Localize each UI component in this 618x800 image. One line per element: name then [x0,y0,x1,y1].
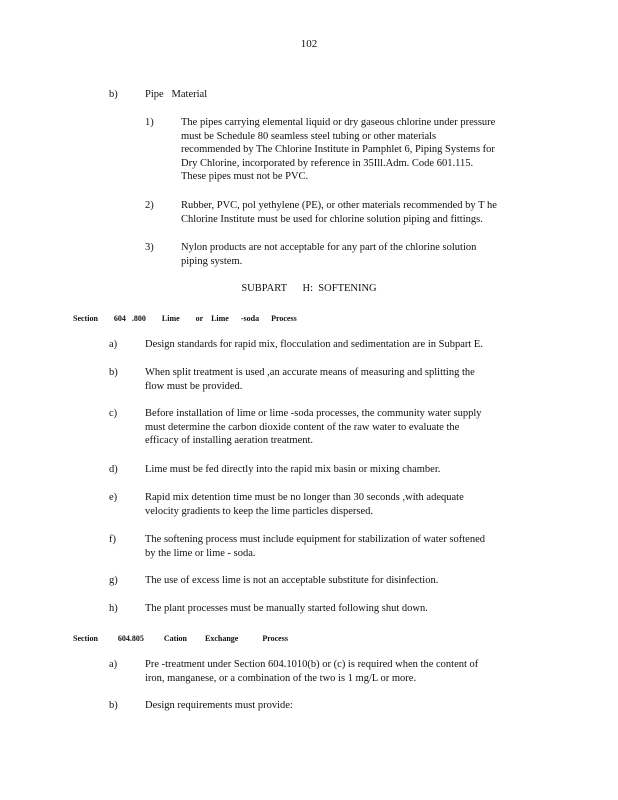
text-line: Dry Chlorine, incorporated by reference in 35Ill.Adm. Code 601.115. [181,157,474,169]
list-item-text [181,241,539,268]
text-line: The use of excess lime is not an acceptable substitute for disinfection. [145,575,439,586]
text-line: Before installation of lime or lime -soda processes, the community water supply [145,408,482,419]
section-heading-lime: Section 604 .800 Lime or Lime -soda Process [73,314,297,323]
text-line: The softening process must include equipment for stabilization of water softened [145,534,485,545]
list-item-text [145,463,539,477]
page-number: 102 [300,38,318,50]
text-line: by the lime or lime - soda. [145,547,256,559]
text-line: piping system. [181,255,243,267]
text-line: Chlorine Institute must be used for chlorine solution piping and fittings. [181,213,483,225]
text-line: The plant processes must be manually started following shut down. [145,603,428,614]
text-line: recommended by The Chlorine Institute in Pamphlet 6, Piping Systems for [181,144,495,155]
list-item-text [145,338,539,352]
text-line: Lime must be fed directly into the rapid mix basin or mixing chamber. [145,464,441,475]
text-line: Pre -treatment under Section 604.1010(b) or (c) is required when the content of [145,659,479,670]
list-item-marker: 1) [145,117,154,128]
subpart-title: SUBPART H: SOFTENING [241,283,377,294]
list-item-marker: a) [109,339,118,350]
list-item-marker: b) [109,367,118,378]
list-item-marker: b) [109,700,118,711]
text-line: These pipes must not be PVC. [181,171,309,182]
list-item-marker: h) [109,603,118,614]
list-item-text [145,602,539,616]
text-line: Nylon products are not acceptable for any part of the chlorine solution [181,242,477,253]
list-item-text [145,699,539,713]
pipe-material-marker: b) [109,89,118,100]
text-line: Design standards for rapid mix, flocculation and sedimentation are in Subpart E. [145,339,483,350]
list-item-text [181,116,539,184]
list-item-marker: a) [109,659,118,670]
text-line: flow must be provided. [145,380,243,392]
text-line: When split treatment is used ,an accurate means of measuring and splitting the [145,367,475,378]
text-line: Rubber, PVC, pol yethylene (PE), or other materials recommended by T he [181,200,497,211]
list-item-text [145,574,539,588]
list-item-marker: d) [109,464,118,475]
text-line: Rapid mix detention time must be no longer than 30 seconds ,with adequate [145,492,464,503]
list-item-marker: 2) [145,200,154,211]
text-line: must determine the carbon dioxide content of the raw water to evaluate the [145,421,460,433]
list-item-marker: g) [109,575,118,586]
text-line: velocity gradients to keep the lime particles dispersed. [145,505,374,517]
text-line: must be Schedule 80 seamless steel tubing or other materials [181,130,437,142]
list-item-text [145,658,539,685]
pipe-material-heading: Pipe Material [145,89,208,100]
text-line: efficacy of installing aeration treatment. [145,435,314,446]
list-item-marker: e) [109,492,118,503]
section-heading-cation: Section 604.805 Cation Exchange Process [73,634,288,643]
list-item-text [145,533,539,560]
list-item-text [145,491,539,518]
list-item-text [145,366,539,393]
list-item-marker: f) [109,534,116,545]
text-line: The pipes carrying elemental liquid or dry gaseous chlorine under pressure [181,117,496,128]
list-item-text [145,407,539,448]
list-item-text [181,199,539,226]
list-item-marker: c) [109,408,118,419]
text-line: iron, manganese, or a combination of the two is 1 mg/L or more. [145,672,417,684]
text-line: Design requirements must provide: [145,700,293,711]
list-item-marker: 3) [145,242,154,253]
